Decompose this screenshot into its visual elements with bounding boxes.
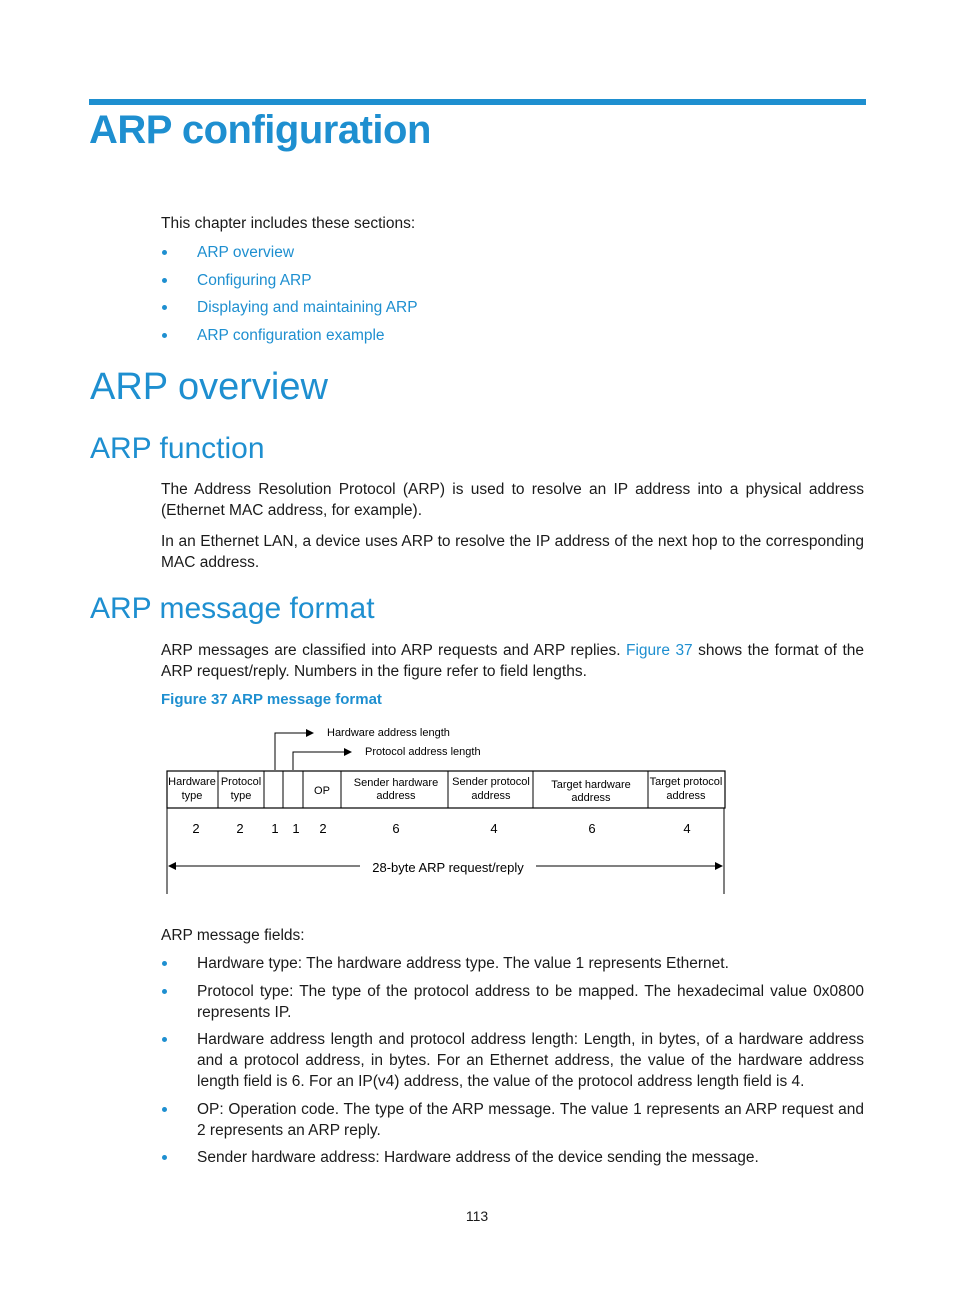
field-description-item [161,1147,864,1168]
field-length: 4 [490,821,498,836]
field-label-target-hw: Target hardware [551,779,631,791]
field-length: 1 [292,821,300,836]
chapter-title-rule [89,99,866,105]
field-description-item [161,1029,864,1092]
field-label-hardware-type: Hardware [168,776,216,788]
field-label-sender-hw-2: address [376,790,416,802]
figure-37-link[interactable]: Figure 37 [626,642,693,659]
field-label-hardware-type-2: type [181,790,203,802]
arp-message-format-figure [160,722,735,902]
bullet-icon [162,989,167,994]
section-link-item[interactable] [161,297,418,325]
bullet-icon [162,1155,167,1160]
bullet-icon [162,1037,167,1042]
chapter-title: ARP configuration [89,108,431,152]
field-description-item [161,981,864,1023]
field-description-item [161,953,864,974]
field-description-text: Sender hardware address: Hardware address of the device sending the message. [197,1149,759,1166]
field-description-text: Hardware type: The hardware address type. The value 1 represents Ethernet. [197,955,729,972]
section-link[interactable]: ARP overview [197,244,295,261]
field-length: 2 [192,821,200,836]
field-description-text: Hardware address length and protocol address length: Length, in bytes, of a hardware address and a protocol address, in bytes. For an Ethernet address, the value of the hardware address length field is 6. For an IP(v4) address, the value of the protocol address length field is 4. [197,1031,864,1090]
field-label-target-proto: Target protocol [649,776,723,788]
bullet-icon [162,1107,167,1112]
bullet-icon [162,305,167,310]
field-length: 4 [683,821,691,836]
span-label: 28-byte ARP request/reply [372,860,524,875]
field-length: 6 [392,821,400,836]
section-link-item[interactable] [161,242,418,270]
field-label-sender-proto-2: address [471,790,511,802]
format-paragraph-text-end: shows the format of the ARP request/reply. Numbers in the figure refer to field lengths. [161,642,865,680]
field-length: 6 [588,821,596,836]
field-description-text: OP: Operation code. The type of the ARP message. The value 1 represents an ARP request and 2 represents an ARP reply. [197,1100,864,1139]
format-heading: ARP message format [90,592,375,625]
section-link[interactable]: ARP configuration example [197,326,385,344]
field-length: 2 [319,821,327,836]
function-heading: ARP function [90,432,265,465]
page-number: 113 [465,1208,489,1224]
proto-length-callout-label: Protocol address length [365,746,481,758]
section-list [161,242,418,352]
field-description-list [161,953,864,1175]
proto-length-callout-arrow [293,752,351,770]
field-label-target-hw-2: address [571,792,611,804]
field-description-text: Protocol type: The type of the protocol address to be mapped. The hexadecimal value 0x0800 represents IP. [197,982,864,1021]
hw-length-callout-label: Hardware address length [327,727,450,739]
field-description-item [161,1099,864,1141]
intro-text: This chapter includes these sections: [161,215,416,232]
overview-heading: ARP overview [90,366,328,408]
field-label-protocol-type: Protocol [220,776,262,788]
section-link-item[interactable] [161,325,418,353]
figure-caption: Figure 37 ARP message format [161,691,382,708]
fields-intro: ARP message fields: [161,927,305,944]
bullet-icon [162,961,167,966]
field-label-protocol-type-2: type [230,790,252,802]
field-length: 1 [271,821,279,836]
function-paragraph-1: The Address Resolution Protocol (ARP) is used to resolve an IP address into a physical address (Ethernet MAC address, for example). [161,481,864,519]
field-length: 2 [236,821,244,836]
section-link[interactable]: Displaying and maintaining ARP [197,299,418,316]
section-link[interactable]: Configuring ARP [197,271,312,289]
field-label-op: OP [314,785,330,797]
field-label-target-proto-2: address [666,790,706,802]
function-paragraph-2: In an Ethernet LAN, a device uses ARP to resolve the IP address of the next hop to the corresponding MAC address. [161,533,864,571]
section-link-item[interactable] [161,270,418,298]
bullet-icon [162,250,167,255]
format-paragraph-text: ARP messages are classified into ARP requests and ARP replies. [161,642,627,659]
bullet-icon [162,278,167,283]
bullet-icon [162,333,167,338]
field-label-sender-proto: Sender protocol [452,776,530,788]
field-label-sender-hw: Sender hardware [353,777,439,789]
format-paragraph [161,640,864,682]
